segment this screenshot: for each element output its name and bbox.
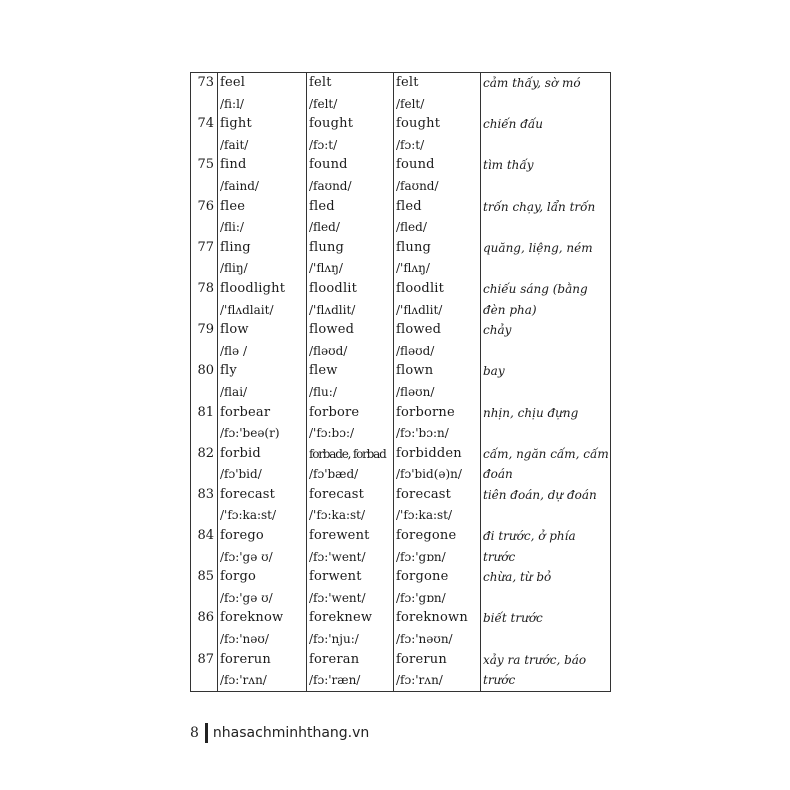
base-form-word: forego [220, 528, 264, 544]
past-participle-pronunciation: /fləʊd/ [396, 343, 435, 358]
verb-number: 79 [191, 320, 218, 361]
past-participle-word: forerun [396, 651, 447, 667]
meaning-cell [481, 608, 611, 649]
past-simple-word: found [309, 157, 348, 173]
verb-row [191, 279, 611, 320]
base-form-cell [218, 608, 307, 649]
past-participle-word: flung [396, 239, 432, 255]
base-form-cell [218, 114, 307, 155]
past-simple-word: forwent [309, 569, 362, 585]
past-simple-pronunciation: /felt/ [309, 96, 338, 111]
past-participle-cell [394, 73, 481, 115]
base-form-cell [218, 650, 307, 692]
past-participle-pronunciation: /'flʌdlit/ [396, 302, 443, 317]
past-participle-word: forgone [396, 569, 449, 585]
past-simple-word: floodlit [309, 280, 358, 296]
meaning-cell [481, 73, 611, 115]
verb-table-body [191, 73, 611, 692]
past-participle-word: fought [396, 116, 441, 132]
vietnamese-meaning: cấm, ngăn cấm, cấm đoán [483, 446, 609, 482]
verb-number: 76 [191, 197, 218, 238]
base-form-cell [218, 485, 307, 526]
past-participle-pronunciation: /fɔ:'gɒn/ [396, 549, 446, 564]
meaning-cell [481, 567, 611, 608]
base-form-word: flow [220, 322, 249, 338]
past-participle-cell [394, 155, 481, 196]
base-form-word: forgo [220, 569, 257, 585]
vietnamese-meaning: trốn chạy, lẩn trốn [483, 199, 596, 214]
base-form-pronunciation: /fɔ:'gə ʊ/ [220, 590, 273, 605]
past-simple-pronunciation: /'fɔ:ka:st/ [309, 508, 366, 523]
past-simple-cell [307, 485, 394, 526]
base-form-cell [218, 155, 307, 196]
vietnamese-meaning: đi trước, ở phía trước [483, 529, 576, 564]
past-simple-pronunciation: /fɔ'bæd/ [309, 467, 359, 482]
past-participle-cell [394, 526, 481, 567]
past-participle-pronunciation: /'flʌŋ/ [396, 261, 430, 276]
base-form-word: foreknow [220, 610, 284, 626]
base-form-pronunciation: /fɔ:'gə ʊ/ [220, 549, 273, 564]
base-form-pronunciation: /fliŋ/ [220, 261, 248, 276]
past-simple-pronunciation: /fɔ:'nju:/ [309, 632, 359, 647]
vietnamese-meaning: quăng, liệng, ném [483, 240, 593, 255]
verb-number: 83 [191, 485, 218, 526]
past-simple-cell [307, 279, 394, 320]
verb-row [191, 320, 611, 361]
vietnamese-meaning: tìm thấy [483, 158, 534, 173]
past-simple-pronunciation: /'flʌdlit/ [309, 302, 356, 317]
vietnamese-meaning: biết trước [483, 611, 543, 626]
past-participle-word: floodlit [396, 280, 445, 296]
base-form-cell [218, 403, 307, 444]
past-participle-cell [394, 444, 481, 485]
verb-number: 73 [191, 73, 218, 115]
base-form-pronunciation: /fɔ'bid/ [220, 467, 262, 482]
past-participle-pronunciation: /fləʊn/ [396, 384, 435, 399]
past-participle-word: forecast [396, 486, 452, 502]
past-simple-word: felt [309, 75, 332, 90]
past-simple-word: forecast [309, 486, 365, 502]
base-form-word: forbear [220, 404, 271, 420]
past-simple-word: fled [309, 198, 335, 214]
base-form-cell [218, 361, 307, 402]
past-simple-word: fought [309, 116, 354, 132]
vietnamese-meaning: chiếu sáng (bằng đèn pha) [483, 281, 588, 317]
base-form-word: floodlight [220, 280, 286, 296]
past-simple-word: forbore [309, 404, 360, 420]
verb-row [191, 444, 611, 485]
base-form-cell [218, 567, 307, 608]
past-participle-pronunciation: /fɔ'bid(ə)n/ [396, 467, 462, 482]
page-number: 8 [190, 725, 199, 741]
past-participle-word: found [396, 157, 435, 173]
vietnamese-meaning: tiên đoán, dự đoán [483, 487, 597, 502]
base-form-word: forbid [220, 445, 261, 461]
verb-row [191, 361, 611, 402]
past-participle-pronunciation: /fled/ [396, 220, 427, 235]
past-participle-cell [394, 361, 481, 402]
base-form-word: fling [220, 239, 251, 255]
verb-number: 74 [191, 114, 218, 155]
past-simple-cell [307, 114, 394, 155]
past-participle-word: flown [396, 363, 434, 379]
verb-row [191, 197, 611, 238]
past-simple-cell [307, 361, 394, 402]
meaning-cell [481, 444, 611, 485]
past-simple-cell [307, 608, 394, 649]
past-participle-cell [394, 320, 481, 361]
past-participle-pronunciation: /fɔ:'gɒn/ [396, 590, 446, 605]
past-participle-word: forbidden [396, 445, 462, 461]
past-participle-cell [394, 403, 481, 444]
vietnamese-meaning: chảy [483, 323, 512, 338]
past-simple-pronunciation: /fɔ:'went/ [309, 590, 366, 605]
past-simple-cell [307, 320, 394, 361]
past-participle-cell [394, 279, 481, 320]
past-participle-cell [394, 567, 481, 608]
base-form-pronunciation: /faind/ [220, 178, 259, 193]
meaning-cell [481, 238, 611, 279]
verb-row [191, 567, 611, 608]
verb-number: 86 [191, 608, 218, 649]
past-simple-cell [307, 650, 394, 692]
past-participle-word: foreknown [396, 610, 468, 626]
verb-number: 85 [191, 567, 218, 608]
past-simple-pronunciation: /'fɔ:bɔ:/ [309, 426, 355, 441]
footer-divider-bar [205, 723, 208, 743]
meaning-cell [481, 485, 611, 526]
verb-number: 84 [191, 526, 218, 567]
past-simple-cell [307, 197, 394, 238]
verb-number: 75 [191, 155, 218, 196]
verb-row [191, 485, 611, 526]
past-participle-cell [394, 238, 481, 279]
verb-number: 87 [191, 650, 218, 692]
meaning-cell [481, 197, 611, 238]
verb-row [191, 608, 611, 649]
vietnamese-meaning: nhịn, chịu đựng [483, 405, 579, 420]
base-form-pronunciation: /'fɔ:ka:st/ [220, 508, 277, 523]
verb-number: 81 [191, 403, 218, 444]
meaning-cell [481, 650, 611, 692]
base-form-word: forecast [220, 486, 276, 502]
verb-row [191, 114, 611, 155]
past-simple-pronunciation: /'flʌŋ/ [309, 261, 343, 276]
past-participle-word: flowed [396, 322, 442, 338]
verb-row [191, 526, 611, 567]
past-participle-pronunciation: /fɔ:'bɔ:n/ [396, 426, 449, 441]
base-form-pronunciation: /fait/ [220, 137, 249, 152]
meaning-cell [481, 279, 611, 320]
meaning-cell [481, 114, 611, 155]
base-form-pronunciation: /fɔ:'beə(r) [220, 426, 280, 441]
verb-number: 77 [191, 238, 218, 279]
base-form-pronunciation: /fɔ:'nəʊ/ [220, 632, 269, 647]
past-participle-cell [394, 197, 481, 238]
past-participle-pronunciation: /faʊnd/ [396, 178, 439, 193]
base-form-pronunciation: /flai/ [220, 384, 248, 399]
past-simple-cell [307, 238, 394, 279]
base-form-cell [218, 444, 307, 485]
base-form-word: fly [220, 363, 237, 379]
past-simple-word: foreran [309, 651, 360, 667]
past-simple-word: flung [309, 239, 345, 255]
verb-row [191, 155, 611, 196]
past-simple-cell [307, 403, 394, 444]
base-form-cell [218, 197, 307, 238]
past-simple-pronunciation: /fɔ:'ræn/ [309, 673, 361, 688]
past-simple-cell [307, 73, 394, 115]
past-participle-pronunciation: /fɔ:'nəʊn/ [396, 632, 453, 647]
page-footer [190, 722, 369, 744]
meaning-cell [481, 155, 611, 196]
verb-row [191, 403, 611, 444]
past-simple-word: foreknew [309, 610, 373, 626]
past-simple-pronunciation: /fled/ [309, 220, 340, 235]
past-participle-word: fled [396, 198, 422, 214]
past-simple-pronunciation: /fləʊd/ [309, 343, 348, 358]
verb-number: 78 [191, 279, 218, 320]
base-form-cell [218, 238, 307, 279]
meaning-cell [481, 320, 611, 361]
verb-row [191, 238, 611, 279]
base-form-cell [218, 279, 307, 320]
publisher-website: nhasachminhthang.vn [212, 725, 370, 741]
past-simple-pronunciation: /flu:/ [309, 384, 337, 399]
base-form-word: find [220, 157, 247, 173]
vietnamese-meaning: cảm thấy, sờ mó [483, 76, 581, 90]
meaning-cell [481, 526, 611, 567]
past-simple-cell [307, 526, 394, 567]
base-form-pronunciation: /flə / [220, 343, 248, 358]
past-participle-word: foregone [396, 528, 457, 544]
past-simple-cell [307, 155, 394, 196]
past-simple-word: forewent [309, 528, 370, 544]
irregular-verb-table [190, 72, 611, 692]
past-simple-pronunciation: /faʊnd/ [309, 178, 352, 193]
base-form-cell [218, 320, 307, 361]
base-form-pronunciation: /fi:l/ [220, 96, 244, 111]
past-participle-cell [394, 114, 481, 155]
past-participle-cell [394, 650, 481, 692]
past-simple-pronunciation: /fɔ:'went/ [309, 549, 366, 564]
past-simple-word: flew [309, 363, 338, 379]
past-participle-word: forborne [396, 404, 455, 420]
past-simple-word: forbade, forbad [309, 446, 386, 461]
base-form-word: flee [220, 198, 246, 214]
past-simple-cell [307, 567, 394, 608]
base-form-cell [218, 73, 307, 115]
vietnamese-meaning: chiến đấu [483, 117, 543, 132]
verb-number: 82 [191, 444, 218, 485]
past-participle-word: felt [396, 75, 419, 90]
verb-row [191, 650, 611, 692]
vietnamese-meaning: bay [483, 364, 505, 379]
past-participle-pronunciation: /fɔ:'rʌn/ [396, 673, 443, 688]
past-participle-pronunciation: /'fɔ:ka:st/ [396, 508, 453, 523]
base-form-pronunciation: /fɔ:'rʌn/ [220, 673, 267, 688]
verb-number: 80 [191, 361, 218, 402]
meaning-cell [481, 403, 611, 444]
past-participle-pronunciation: /fɔ:t/ [396, 137, 425, 152]
base-form-pronunciation: /'flʌdlait/ [220, 302, 274, 317]
past-participle-cell [394, 608, 481, 649]
vietnamese-meaning: xảy ra trước, báo trước [483, 652, 587, 688]
past-simple-word: flowed [309, 322, 355, 338]
past-participle-pronunciation: /felt/ [396, 96, 425, 111]
base-form-word: fight [220, 116, 252, 132]
past-simple-pronunciation: /fɔ:t/ [309, 137, 338, 152]
base-form-pronunciation: /fli:/ [220, 220, 244, 235]
meaning-cell [481, 361, 611, 402]
past-participle-cell [394, 485, 481, 526]
vietnamese-meaning: chừa, từ bỏ [483, 570, 552, 585]
verb-row [191, 73, 611, 115]
base-form-word: feel [220, 75, 246, 90]
base-form-cell [218, 526, 307, 567]
past-simple-cell [307, 444, 394, 485]
base-form-word: forerun [220, 651, 271, 667]
